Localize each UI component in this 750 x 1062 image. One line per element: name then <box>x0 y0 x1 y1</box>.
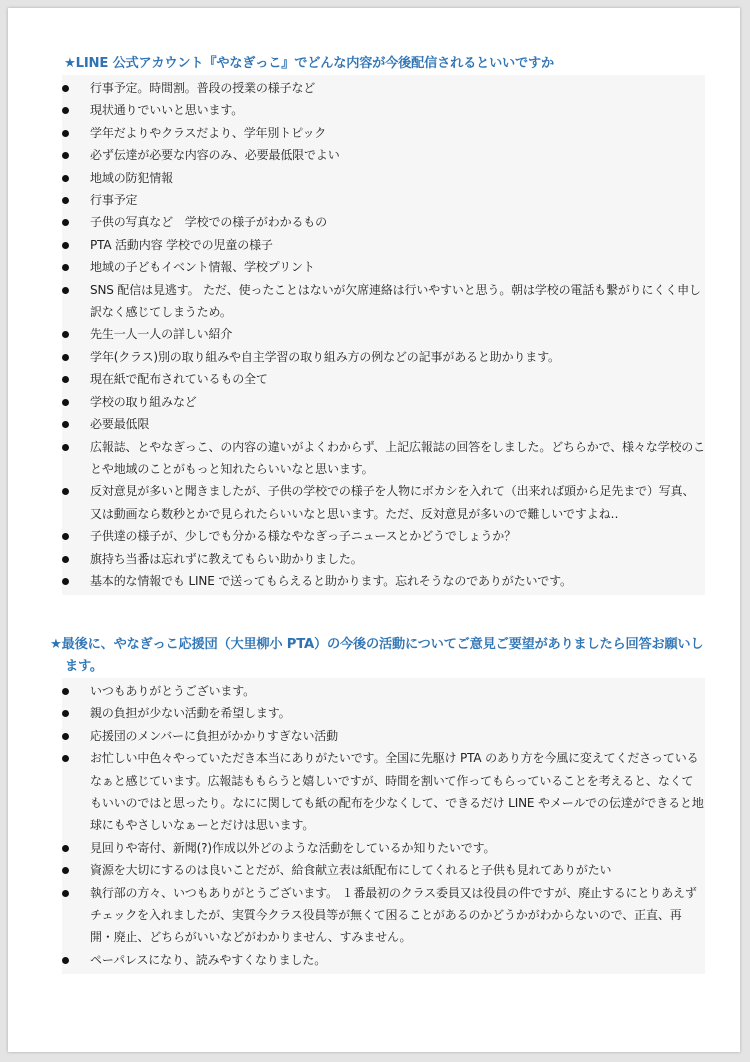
list-item-text: 見回りや寄付、新聞(?)作成以外どのような活動をしているか知りたいです。 <box>90 840 496 855</box>
list-item-text: PTA 活動内容 学校での児童の様子 <box>90 237 273 252</box>
bullet-icon <box>62 733 69 740</box>
bullet-icon <box>62 354 69 361</box>
list-item <box>62 747 705 837</box>
list-item-text: 執行部の方々、いつもありがとうございます。 １番最初のクラス委員又は役員の件ですが、廃止するにとりあえずチェックを入れましたが、実質今クラス役員等が無くて困ることがあるのかどうかがわからないので、正直、再開・廃止、どちらがいいなどがわかりません、すみません。 <box>90 885 697 945</box>
list-item <box>62 189 705 211</box>
bullet-icon <box>62 890 69 897</box>
response-list <box>62 75 705 595</box>
list-item-text: 資源を大切にするのは良いことだが、給食献立表は紙配布にしてくれると子供も見れてありがたい <box>90 863 612 878</box>
bullet-icon <box>62 755 69 762</box>
list-item <box>62 525 705 547</box>
bullet-icon <box>62 331 69 338</box>
list-item-text: 応援団のメンバーに負担がかかりすぎない活動 <box>90 728 339 743</box>
bullet-icon <box>62 488 69 495</box>
bullet-icon <box>62 107 69 114</box>
bullet-icon <box>62 688 69 695</box>
bullet-icon <box>62 399 69 406</box>
bullet-icon <box>62 197 69 204</box>
list-item <box>62 391 705 413</box>
list-item <box>62 144 705 166</box>
document-page <box>8 8 740 1052</box>
list-item-text: 行事予定。時間割。普段の授業の様子など <box>90 81 316 95</box>
list-item-text: 子供の写真など 学校での様子がわかるもの <box>90 215 328 230</box>
list-item-text: 現在紙で配布されているもの全て <box>90 372 268 387</box>
list-item <box>62 725 705 747</box>
list-item <box>62 859 705 881</box>
list-item <box>62 99 705 121</box>
list-item-text: 反対意見が多いと聞きましたが、子供の学校での様子を人物にボカシを入れて（出来れば頭から足先まで）写真、又は動画なら数秒とかで見られたらいいなと思います。ただ、反対意見が多いので難しいですよね‥ <box>90 484 695 521</box>
bullet-icon <box>62 444 69 451</box>
list-item-text: 子供達の様子が、少しでも分かる様なやなぎっ子ニュースとかどうでしょうか？ <box>90 529 517 544</box>
list-item <box>62 167 705 189</box>
bullet-icon <box>62 85 69 92</box>
list-item-text: 広報誌、とやなぎっこ、の内容の違いがよくわからず、上記広報誌の回答をしました。どちらかで、様々な学校のことや地域のことがもっと知れたらいいなと思います。 <box>90 439 706 476</box>
list-item-text: 必要最低限 <box>90 417 150 432</box>
list-item <box>62 680 705 702</box>
list-item-text: お忙しい中色々やっていただき本当にありがたいです。全国に先駆け PTA のあり方を今風に変えてくださっているなぁと感じています。広報誌ももらうと嬉しいですが、時間を割いて作ってもらっていることを考えると、なくてもいいのではと思ったり。なにに関しても紙の配布を少なくして、できるだけ LINE やメールでの伝達ができると地球にもやさしいなぁーとだけは思います。 <box>90 751 704 833</box>
bullet-icon <box>62 533 69 540</box>
list-item-text: 学年だよりやクラスだより、学年別トピック <box>90 125 327 140</box>
list-item <box>62 949 705 971</box>
list-item-text: 行事予定 <box>90 193 138 208</box>
bullet-icon <box>62 152 69 159</box>
section-line-content <box>60 53 705 595</box>
bullet-icon <box>62 264 69 271</box>
list-item <box>62 234 705 256</box>
bullet-icon <box>62 242 69 249</box>
bullet-icon <box>62 556 69 563</box>
bullet-icon <box>62 219 69 226</box>
list-item <box>62 837 705 859</box>
list-item <box>62 323 705 345</box>
section-heading: ★LINE 公式アカウント『やなぎっこ』でどんな内容が今後配信されるといいですか <box>64 56 555 71</box>
list-item <box>62 77 705 99</box>
list-item-text: 必ず伝達が必要な内容のみ、必要最低限でよい <box>90 148 340 163</box>
list-item-text: 地域の防犯情報 <box>90 170 173 185</box>
bullet-icon <box>62 130 69 137</box>
list-item <box>62 548 705 570</box>
response-list <box>62 678 705 974</box>
list-item-text: 学年(クラス)別の取り組みや自主学習の取り組み方の例などの記事があると助かります。 <box>90 349 560 364</box>
list-item-text: ペーパレスになり、読みやすくなりました。 <box>90 952 327 967</box>
bullet-icon <box>62 710 69 717</box>
list-item <box>62 436 705 481</box>
list-item <box>62 702 705 724</box>
list-item-text: 現状通りでいいと思います。 <box>90 103 244 118</box>
bullet-icon <box>62 867 69 874</box>
list-item <box>62 211 705 233</box>
bullet-icon <box>62 578 69 585</box>
list-item-text: 学校の取り組みなど <box>90 394 197 409</box>
list-item <box>62 570 705 592</box>
bullet-icon <box>62 175 69 182</box>
list-item <box>62 256 705 278</box>
bullet-icon <box>62 845 69 852</box>
list-item-text: 先生一人一人の詳しい紹介 <box>90 327 233 342</box>
list-item-text: いつもありがとうございます。 <box>90 684 255 698</box>
list-item-text: 親の負担が少ない活動を希望します。 <box>90 706 291 721</box>
list-item-text: 基本的な情報でも LINE で送ってもらえると助かります。忘れそうなのでありがたいです。 <box>90 573 572 588</box>
list-item <box>62 122 705 144</box>
bullet-icon <box>62 376 69 383</box>
list-item-text: SNS 配信は見逃す。 ただ、使ったことはないが欠席連絡は行いやすいと思う。朝は学校の電話も繋がりにくく申し訳なく感じてしまうため。 <box>90 282 701 320</box>
list-item-text: 地域の子どもイベント情報、学校プリント <box>90 260 315 275</box>
list-item-text: 旗持ち当番は忘れずに教えてもらい助かりました。 <box>90 551 363 566</box>
list-item <box>62 480 705 525</box>
section-heading: ★最後に、やなぎっこ応援団（大里柳小 PTA）の今後の活動についてご意見ご要望がありましたら回答お願いします。 <box>50 637 704 674</box>
list-item <box>62 279 705 324</box>
bullet-icon <box>62 421 69 428</box>
list-item <box>62 882 705 949</box>
list-item <box>62 346 705 368</box>
bullet-icon <box>62 957 69 964</box>
section-pta-feedback <box>50 634 705 974</box>
bullet-icon <box>62 287 69 294</box>
list-item <box>62 413 705 435</box>
list-item <box>62 368 705 390</box>
